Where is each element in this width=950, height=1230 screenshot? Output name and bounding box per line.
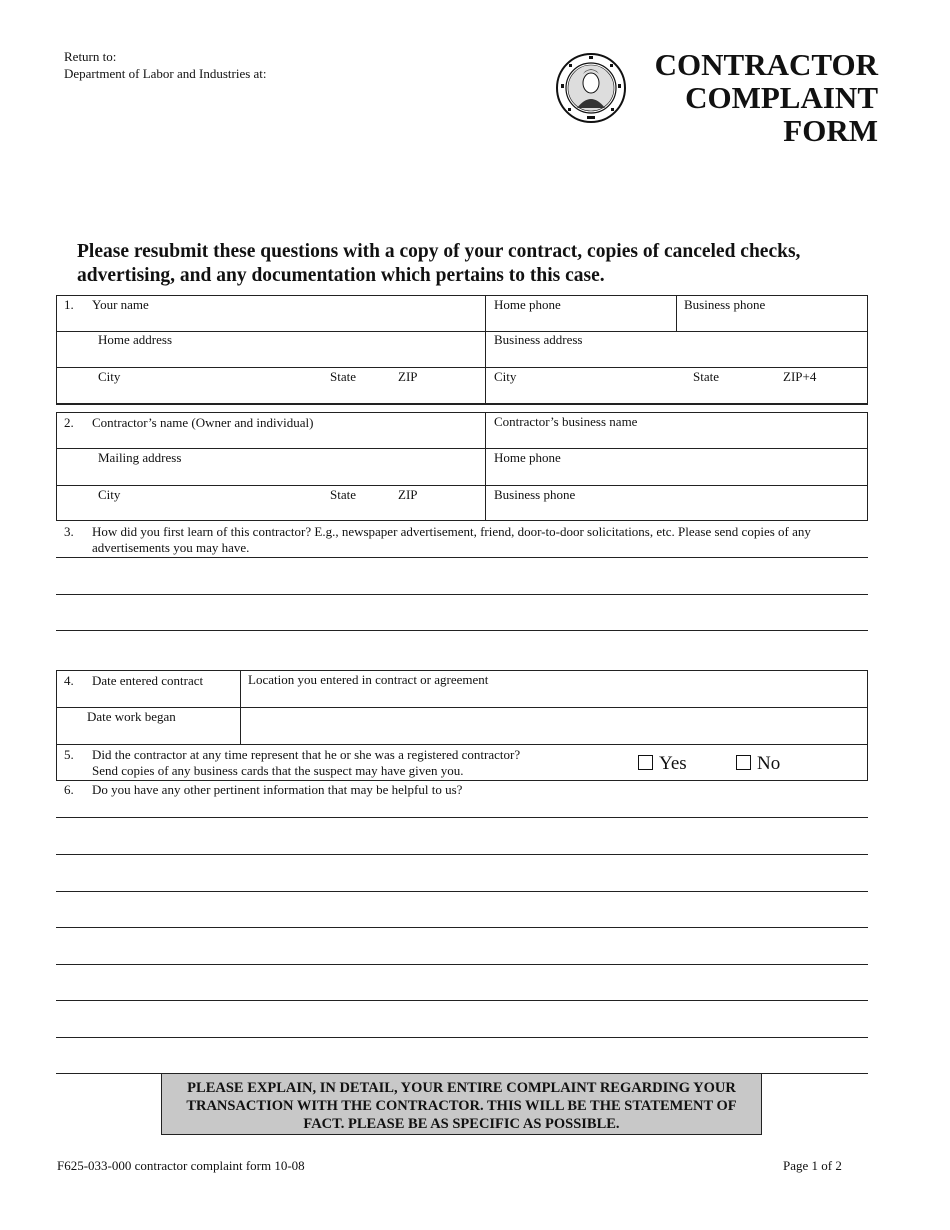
yes-option[interactable] xyxy=(638,753,687,775)
yes-label: Yes xyxy=(659,753,687,774)
state-seal-logo xyxy=(555,52,627,124)
answer-line[interactable] xyxy=(56,1000,868,1001)
date-work-began-field[interactable]: Date work began xyxy=(87,709,176,724)
contractor-home-phone-field[interactable]: Home phone xyxy=(494,450,561,465)
section-2-number: 2. xyxy=(64,415,74,430)
page-number: Page 1 of 2 xyxy=(783,1158,842,1173)
contract-location-field[interactable]: Location you entered in contract or agreement xyxy=(248,672,489,687)
answer-line[interactable] xyxy=(56,1037,868,1038)
section-5-question-line-2: Send copies of any business cards that the suspect may have given you. xyxy=(92,763,464,778)
section-6-number: 6. xyxy=(64,782,74,797)
your-name-field[interactable]: Your name xyxy=(92,297,149,312)
contractor-state-field[interactable]: State xyxy=(330,487,356,502)
answer-line[interactable] xyxy=(56,854,868,855)
section-5-number: 5. xyxy=(64,747,74,762)
title-line-2: COMPLAINT xyxy=(685,80,878,115)
no-label: No xyxy=(757,753,781,774)
answer-line[interactable] xyxy=(56,964,868,965)
contractor-business-phone-field[interactable]: Business phone xyxy=(494,487,576,502)
instructions: Please resubmit these questions with a copy of your contract, copies of canceled checks, advertising, and any documentation which pertains to this case. xyxy=(77,241,801,286)
business-city-field[interactable]: City xyxy=(494,369,517,384)
section-6-question: Do you have any other pertinent information that may be helpful to us? xyxy=(92,782,463,797)
no-checkbox[interactable] xyxy=(736,755,751,770)
zip4-field[interactable]: ZIP+4 xyxy=(783,369,817,384)
yes-checkbox[interactable] xyxy=(638,755,653,770)
title-line-3: FORM xyxy=(783,113,878,148)
home-address-field[interactable]: Home address xyxy=(98,332,173,347)
business-phone-field[interactable]: Business phone xyxy=(684,297,766,312)
form-id: F625-033-000 contractor complaint form 10-08 xyxy=(57,1158,305,1173)
section-1-number: 1. xyxy=(64,297,74,312)
return-to-label: Return to: xyxy=(64,49,117,64)
answer-line[interactable] xyxy=(56,594,868,595)
answer-line[interactable] xyxy=(56,927,868,928)
zip-field[interactable]: ZIP xyxy=(398,369,418,384)
contractor-name-field[interactable]: Contractor’s name (Owner and individual) xyxy=(92,415,314,430)
business-address-field[interactable]: Business address xyxy=(494,332,583,347)
section-3-question: How did you first learn of this contractor? E.g., newspaper advertisement, friend, door-to-door solicitations, etc. Please send copies of any advertisements you may have. xyxy=(92,524,811,555)
home-phone-field[interactable]: Home phone xyxy=(494,297,561,312)
department-label: Department of Labor and Industries at: xyxy=(64,66,267,81)
answer-line[interactable] xyxy=(56,891,868,892)
section-5-question-line-1: Did the contractor at any time represent that he or she was a registered contractor? xyxy=(92,747,521,762)
title-line-1: CONTRACTOR xyxy=(654,47,878,82)
state-field[interactable]: State xyxy=(330,369,356,384)
no-option[interactable] xyxy=(736,753,780,775)
form-title xyxy=(655,48,878,147)
business-state-field[interactable]: State xyxy=(693,369,719,384)
contractor-zip-field[interactable]: ZIP xyxy=(398,487,418,502)
complaint-notice: PLEASE EXPLAIN, IN DETAIL, YOUR ENTIRE COMPLAINT REGARDING YOUR TRANSACTION WITH THE CONTRACTOR. THIS WILL BE THE STATEMENT OF FACT. PLEASE BE AS SPECIFIC AS POSSIBLE. xyxy=(161,1073,762,1135)
answer-line[interactable] xyxy=(56,817,868,818)
mailing-address-field[interactable]: Mailing address xyxy=(98,450,182,465)
section-4-number: 4. xyxy=(64,673,74,688)
contractor-business-name-field[interactable]: Contractor’s business name xyxy=(494,414,638,429)
answer-line[interactable] xyxy=(56,630,868,631)
section-3-number: 3. xyxy=(64,524,74,539)
contractor-city-field[interactable]: City xyxy=(98,487,121,502)
city-field[interactable]: City xyxy=(98,369,121,384)
date-entered-contract-field[interactable]: Date entered contract xyxy=(92,673,204,688)
answer-line[interactable] xyxy=(56,557,868,558)
